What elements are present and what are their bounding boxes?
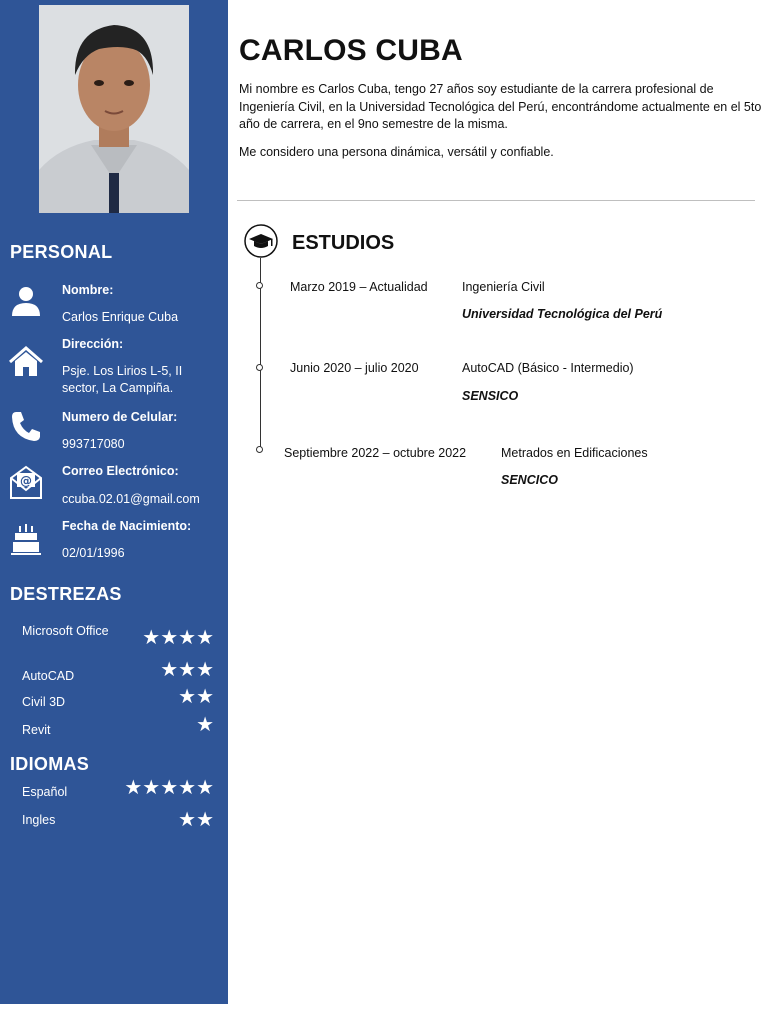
svg-text:@: @ [20, 474, 32, 488]
address-value: Psje. Los Lirios L-5, II sector, La Campiña. [62, 364, 183, 395]
email-icon [8, 464, 44, 500]
home-icon [8, 344, 44, 380]
timeline-dot [256, 282, 263, 289]
skill-name: AutoCAD [22, 669, 75, 683]
candidate-name: CARLOS CUBA [239, 34, 463, 67]
name-label: Nombre: [62, 283, 114, 297]
timeline-dot [256, 446, 263, 453]
skill-name: Revit [22, 723, 51, 737]
education-institution: SENCICO [501, 473, 558, 487]
divider [237, 200, 755, 201]
language-rating-stars: ★★★★★ [124, 775, 214, 799]
about-paragraph: Me considero una persona dinámica, versátil y confiable. [239, 145, 554, 159]
skill-rating-stars: ★★★ [160, 657, 214, 681]
timeline-dot [256, 364, 263, 371]
education-title: AutoCAD (Básico - Intermedio) [462, 361, 634, 375]
language-name: Español [22, 785, 68, 799]
skill-name: Civil 3D [22, 695, 66, 709]
address-label: Dirección: [62, 337, 124, 351]
skill-name: Microsoft Office [22, 624, 109, 638]
graduation-cap-icon [244, 224, 278, 258]
education-date: Junio 2020 – julio 2020 [290, 361, 419, 375]
education-date: Marzo 2019 – Actualidad [290, 280, 428, 294]
language-rating-stars: ★★ [178, 807, 214, 831]
birthdate-label: Fecha de Nacimiento: [62, 519, 192, 533]
phone-label: Numero de Celular: [62, 410, 178, 424]
language-name: Ingles [22, 813, 56, 827]
education-date: Septiembre 2022 – octubre 2022 [284, 446, 467, 460]
email-label: Correo Electrónico: [62, 464, 179, 478]
skill-rating-stars: ★★★★ [142, 625, 214, 649]
profile-photo-image [39, 5, 189, 213]
sidebar [0, 0, 228, 1004]
skills-heading: DESTREZAS [10, 584, 122, 604]
personal-heading: PERSONAL [10, 242, 113, 262]
phone-value: 993717080 [62, 437, 125, 451]
education-institution: Universidad Tecnológica del Perú [462, 307, 663, 321]
email-value[interactable]: ccuba.02.01@gmail.com [62, 492, 200, 506]
languages-heading: IDIOMAS [10, 754, 90, 774]
name-value: Carlos Enrique Cuba [62, 310, 179, 324]
education-heading: ESTUDIOS [292, 232, 395, 254]
birthday-cake-icon [8, 520, 44, 556]
education-title: Metrados en Edificaciones [501, 446, 648, 460]
person-icon [8, 284, 44, 320]
education-title: Ingeniería Civil [462, 280, 545, 294]
education-institution: SENSICO [462, 389, 519, 403]
birthdate-value: 02/01/1996 [62, 546, 125, 560]
profile-photo [39, 5, 189, 213]
about-paragraph: Mi nombre es Carlos Cuba, tengo 27 años soy estudiante de la carrera profesional de Ingeniería Civil, en la Universidad Tecnológica del Perú, encontrándome actualmente en el 5to año de carrera, en el 9no semestre de la misma. [239, 82, 762, 131]
phone-icon [8, 408, 44, 444]
skill-rating-stars: ★★ [178, 684, 214, 708]
skill-rating-stars: ★ [196, 712, 214, 736]
